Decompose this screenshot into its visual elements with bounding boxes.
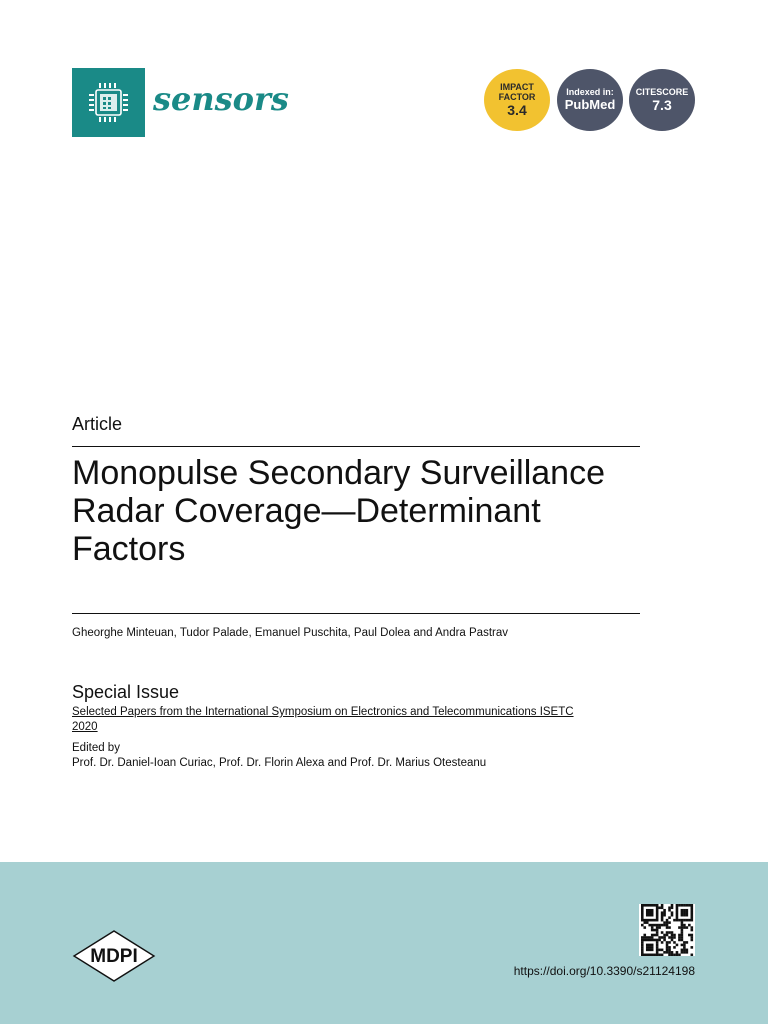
article-type: Article bbox=[72, 414, 123, 434]
special-issue-heading: Special Issue bbox=[72, 682, 180, 702]
title-line: Radar Coverage—Determinant bbox=[72, 492, 541, 530]
impact-factor-label: IMPACT bbox=[500, 81, 534, 92]
title-line: Monopulse Secondary Surveillance bbox=[72, 454, 605, 492]
impact-factor-label-2: FACTOR bbox=[498, 91, 536, 102]
special-issue-link[interactable] bbox=[72, 705, 632, 735]
pubmed-badge[interactable] bbox=[557, 69, 623, 131]
citescore-badge[interactable] bbox=[629, 69, 695, 131]
title-divider-bottom bbox=[72, 613, 640, 614]
mdpi-logo[interactable] bbox=[72, 929, 156, 988]
doi-link[interactable]: https://doi.org/10.3390/s21124198 bbox=[513, 964, 695, 978]
special-issue-link-line[interactable]: Selected Papers from the International Symposium on Electronics and Telecommunications ISETC bbox=[72, 706, 574, 718]
citescore-value: 7.3 bbox=[652, 96, 672, 113]
title-line: Factors bbox=[72, 530, 186, 568]
article-title bbox=[72, 454, 672, 568]
impact-factor-value: 3.4 bbox=[507, 101, 527, 118]
author-list: Gheorghe Minteuan, Tudor Palade, Emanuel Puschita, Paul Dolea and Andra Pastrav bbox=[72, 627, 508, 639]
editors-list: Prof. Dr. Daniel-Ioan Curiac, Prof. Dr. Florin Alexa and Prof. Dr. Marius Otesteanu bbox=[72, 757, 487, 769]
publisher-name: MDPI bbox=[90, 946, 138, 967]
sensors-logo-icon bbox=[72, 68, 145, 137]
qr-code-icon[interactable] bbox=[639, 904, 695, 961]
journal-name: sensors bbox=[153, 80, 289, 118]
title-divider-top bbox=[72, 446, 640, 447]
indexed-label: Indexed in: bbox=[566, 87, 614, 97]
editors-block bbox=[72, 741, 486, 771]
impact-factor-badge[interactable] bbox=[484, 69, 550, 131]
special-issue-link-line[interactable]: 2020 bbox=[72, 721, 98, 733]
indexed-value: PubMed bbox=[564, 97, 616, 112]
citescore-label: CITESCORE bbox=[635, 86, 689, 97]
edited-by-label: Edited by bbox=[72, 742, 120, 754]
